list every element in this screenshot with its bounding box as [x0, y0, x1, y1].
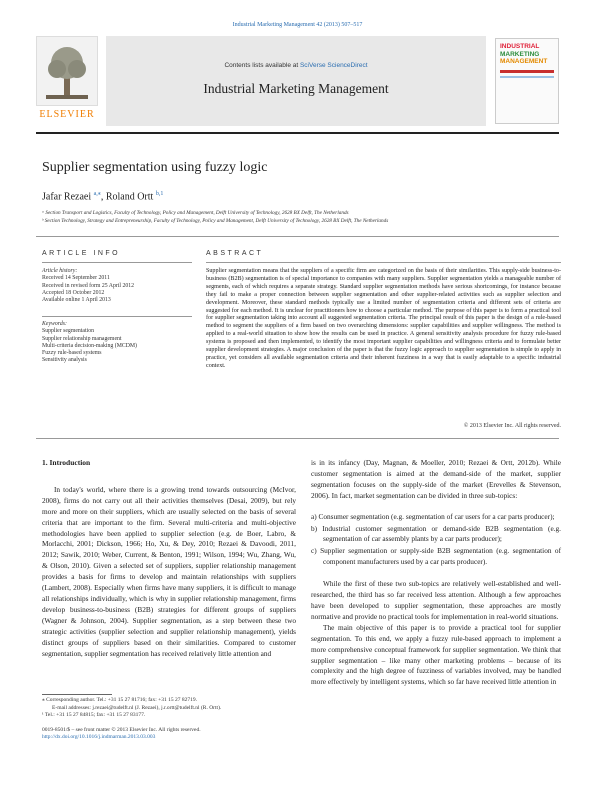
footnotes	[42, 697, 296, 720]
keyword: Multi-criteria decision-making (MCDM)	[42, 342, 137, 349]
article-history	[42, 268, 134, 304]
journal-header	[36, 36, 559, 124]
footnote-corresponding: ⁎ Corresponding author. Tel.: +31 15 27 81716; fax: +31 15 27 82719.	[42, 697, 197, 703]
footnote-tel: ¹ Tel.: +31 15 27 84815; fax: +31 15 27 83177.	[42, 712, 146, 719]
history-item: Received 14 September 2011	[42, 275, 110, 282]
abstract-text: Supplier segmentation means that the suppliers of a specific firm are categorized on the basis of their similarities. This supply-side business-to-business (B2B) segmentation is of special importance to companies with many suppliers. Supplier segmentation yields a manageable number of segments, each of which requires a separate strategy. Standard supplier segmentation methods have serious shortcomings, for instance because they fail to make a proper connection between supplier segmentation and other supplier-related activities such as supplier selection and development. Moreover, these standard methods typically use a limited number of segmentation criteria and different sets of criteria are suggested for each method. It is unclear for practitioners how to choose a particular method. The purpose of this paper is to form a practical tool for supplier segmentation taking into account all suggested segmentation criteria. The principal result of this paper is the design of a rule-based method to segment the suppliers of a firm based on two overarching dimensions: supplier capabilities and supplier willingness. The method is applied to a real-world situation to show how the results can be used in practice. A general sensitivity analysis procedure for fuzzy rule-based systems is proposed and then implemented, to identify the most important supplier capabilities and willingness criteria and to formulate better supplier development strategies. A major conclusion of the paper is that the fuzzy logic approach to supplier segmentation is simple to apply in practice, yet considers all available segmentation criteria and their inherent fuzziness in a way that is easily adaptable to a specific industrial context.	[206, 268, 561, 369]
elsevier-wordmark: ELSEVIER	[39, 109, 95, 120]
divider	[36, 236, 559, 237]
body-column-right	[311, 458, 561, 688]
divider	[206, 262, 561, 263]
body-column-left	[42, 458, 296, 659]
contents-prefix: Contents lists available at	[224, 62, 300, 69]
keyword: Fuzzy rule-based systems	[42, 350, 102, 357]
divider	[36, 438, 559, 439]
section-heading: 1. Introduction	[42, 458, 91, 467]
keyword: Supplier segmentation	[42, 328, 95, 335]
journal-title: Industrial Marketing Management	[203, 81, 389, 96]
author-name: Roland Ortt	[105, 191, 154, 203]
body-paragraph: is in its infancy (Day, Magnan, & Moeller, 2010; Rezaei & Ortt, 2012b). While customer segmentation is aimed at the demand-side of the market, supplier segmentation focuses on the supply-side of the market (Erevelles & Stevenson, 2006). In fact, market segmentation can be divided in three sub-topics:	[311, 458, 561, 500]
body-paragraph: The main objective of this paper is to provide a practical tool for supplier segmentation. To this end, we apply a fuzzy rule-based approach to implement a more comprehensive conceptual framework for supplier segmentation. We think that supplier segmentation – like many other marketing problems – because of its complexity and the high degree of fuzziness of variables involved, may be handled more effectively by intelligent systems, which so far have received little attention in	[311, 622, 561, 687]
abstract-heading: ABSTRACT	[206, 250, 264, 257]
keywords-label: Keywords:	[42, 321, 67, 327]
cover-line-2: MARKETING	[500, 50, 540, 58]
author-affiliation-marker[interactable]: a,⁎	[93, 191, 101, 197]
elsevier-logo	[36, 36, 98, 126]
contents-line	[106, 62, 486, 69]
author-name: Jafar Rezaei	[42, 191, 92, 203]
journal-reference[interactable]: Industrial Marketing Management 42 (2013) 507–517	[232, 22, 363, 28]
history-item: Available online 1 April 2013	[42, 297, 111, 304]
issn-line: 0019-8501/$ – see front matter © 2013 Elsevier Inc. All rights reserved.	[42, 727, 201, 733]
cover-line-1: INDUSTRIAL	[500, 43, 540, 50]
author-line	[42, 190, 163, 202]
body-paragraph: In today's world, where there is a growing trend towards outsourcing (McIvor, 2008), firms do not carry out all their activities themselves (Desai, 2009), but rely more and more on their suppliers, which are usually selected on the basis of several criteria that are important to the firm. Several multi-criteria and multi-objective methodologies have been applied to supplier selection (e.g. de Boer, Labro, & Morlacchi, 2001; Dickson, 1966; Ho, Xu, & Dey, 2010; Rezaei & Davoodi, 2011, 2012; Sawik, 2010; Weber, Current, & Benton, 1991; Wilson, 1994; Wu, Zhang, Wu, & Olson, 2010). Given a selected set of suppliers, supplier relationship management provides a basis for firms to develop and maintain relationships with suppliers (Lambert, 2008). Especially when firms have many suppliers, it is difficult to manage all relationships individually, which is why in supplier relationship management, firms develop business-to-business (B2B) strategies for different groups of suppliers (Wagner & Johnson, 2004). Supplier segmentation, as a step between these two strategic activities (supplier selection and supplier relationship management), yields distinct groups of suppliers based on their similarities. Compared to customer segmentation, supplier segmentation has received relatively little attention and	[42, 484, 296, 658]
author-separator: ,	[100, 191, 106, 203]
affiliation-b: ᵇ Section Technology, Strategy and Entrepreneurship, Faculty of Technology, Policy and Management, Delft University of Technology, 2628 BX Delft, The Netherlands	[42, 218, 389, 224]
author-affiliation-marker[interactable]: b,1	[155, 191, 164, 197]
divider	[42, 262, 192, 263]
history-item: Received in revised form 25 April 2012	[42, 282, 135, 289]
keywords	[42, 321, 137, 365]
article-info-heading: ARTICLE INFO	[42, 250, 121, 257]
keyword: Sensitivity analysis	[42, 357, 87, 364]
header-banner	[106, 36, 486, 126]
doi-link[interactable]: http://dx.doi.org/10.1016/j.indmarman.2013.03.003	[42, 734, 156, 741]
footnote-rule	[42, 694, 112, 695]
history-item: Accepted 18 October 2012	[42, 289, 105, 296]
cover-line-3: MANAGEMENT	[500, 58, 548, 65]
sciencedirect-link[interactable]: SciVerse ScienceDirect	[299, 62, 368, 69]
affiliation-a: ᵃ Section Transport and Logistics, Faculty of Technology, Policy and Management, Delft University of Technology, 2628 BX Delft, The Netherlands	[42, 210, 349, 216]
cover-decoration	[500, 76, 554, 78]
journal-cover-thumbnail[interactable]	[495, 38, 559, 124]
body-paragraph: While the first of these two sub-topics are relatively well-established and well-researched, the third has so far received less attention. Although a few approaches have been developed to supplier segmentation, these approaches are mostly normative and provide no practical tools for implementation in real-world situations.	[311, 579, 561, 621]
list-item: b) Industrial customer segmentation or demand-side B2B segmentation (e.g. segmentation of car assembly plants by a car parts producer);	[311, 523, 561, 544]
article-title: Supplier segmentation using fuzzy logic	[42, 160, 268, 175]
keyword: Supplier relationship management	[42, 335, 122, 342]
copyright-notice: © 2013 Elsevier Inc. All rights reserved.	[463, 423, 561, 429]
header-rule	[36, 132, 559, 134]
footnote-email[interactable]: E-mail addresses: j.rezaei@tudelft.nl (J. Rezaei), j.r.ortt@tudelft.nl (R. Ortt).	[52, 704, 222, 711]
history-label: Article history:	[42, 268, 78, 274]
page-bottom	[42, 727, 201, 742]
list-item: c) Supplier segmentation or supply-side B2B segmentation (e.g. segmentation of component manufacturers used by a car parts producer).	[311, 546, 561, 567]
elsevier-tree-icon	[36, 36, 98, 106]
cover-decoration	[500, 70, 554, 73]
list-item: a) Consumer segmentation (e.g. segmentation of car users for a car parts producer);	[311, 511, 555, 521]
divider	[42, 316, 192, 317]
